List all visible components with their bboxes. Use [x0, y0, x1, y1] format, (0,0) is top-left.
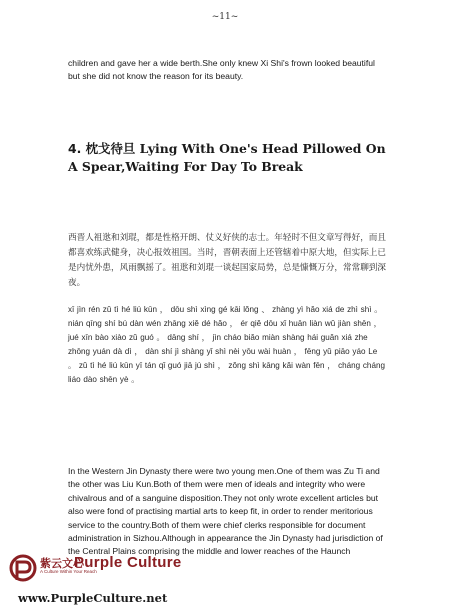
- watermark-chinese: 紫云文心: [40, 557, 84, 570]
- watermark-brand: Purple Culture: [74, 554, 182, 571]
- page-number: ~11~: [211, 12, 239, 22]
- watermark-tagline: A Culture Within Your Reach: [40, 569, 97, 574]
- chinese-paragraph: 西晋人祖逖和刘琨，都是性格开朗、仗义好侠的志士。年轻时不但文章写得好，而且都喜欢练武健身，决心报效祖国。当时，晋朝表面上还管辖着中原大地，但实际上已是内忧外患，风雨飘摇了。祖逖和刘琨一谈起国家局势，总是慷慨万分，常常聊到深夜。: [68, 233, 386, 288]
- pc-logo-icon: [8, 553, 38, 587]
- watermark: [4, 553, 234, 609]
- pinyin-paragraph: xī jìn rén zǔ tì hé liú kūn ， dōu shì xìng gé kāi lǒng 、 zhàng yì hǎo xiá de zhì shì 。 nián qīng shí bú dàn wén zhāng xiě dé hǎo ， ér qiě dōu xǐ huān liàn wǔ jiàn shēn ， jué xīn bào xiào zǔ guó 。 dāng shí ， jìn cháo biǎo miàn shàng hái guǎn xiá zhe zhōng yuán dà dì ， dàn shí jì shàng yǐ shì nèi yōu wài huàn ， fēng yǔ piāo yáo Le 。 zǔ tì hé liú kūn yī tán qǐ guó jiā jú shì ， zǒng shì kāng kǎi wàn fēn ， cháng cháng liáo dào shēn yè 。: [68, 305, 385, 384]
- heading-idiom: 枕戈待旦: [85, 141, 136, 156]
- section-heading: [68, 140, 398, 176]
- paragraph-continuation: children and gave her a wide berth.She only knew Xi Shi's frown looked beautiful but she did not know the reason for its beauty.: [68, 58, 375, 82]
- watermark-url: www.PurpleCulture.net: [18, 591, 168, 605]
- heading-title: Lying With One's Head Pillowed On A Spear,Waiting For Day To Break: [68, 141, 386, 174]
- heading-number: 4.: [68, 141, 82, 156]
- english-paragraph: In the Western Jin Dynasty there were two young men.One of them was Zu Ti and the other was Liu Kun.Both of them were men of ideals and integrity who were chivalrous and of a sanguine disposition.They not only wrote excellent articles but also were fond of practising martial arts to keep fit, in order to render meritorious service to the country.Both of them were chief clerks responsible for document administration in Sizhou.Although in appearance the Jin Dynasty had jurisdiction of the Central Plains comprising the middle and lower reaches of the Haunch: [68, 466, 383, 557]
